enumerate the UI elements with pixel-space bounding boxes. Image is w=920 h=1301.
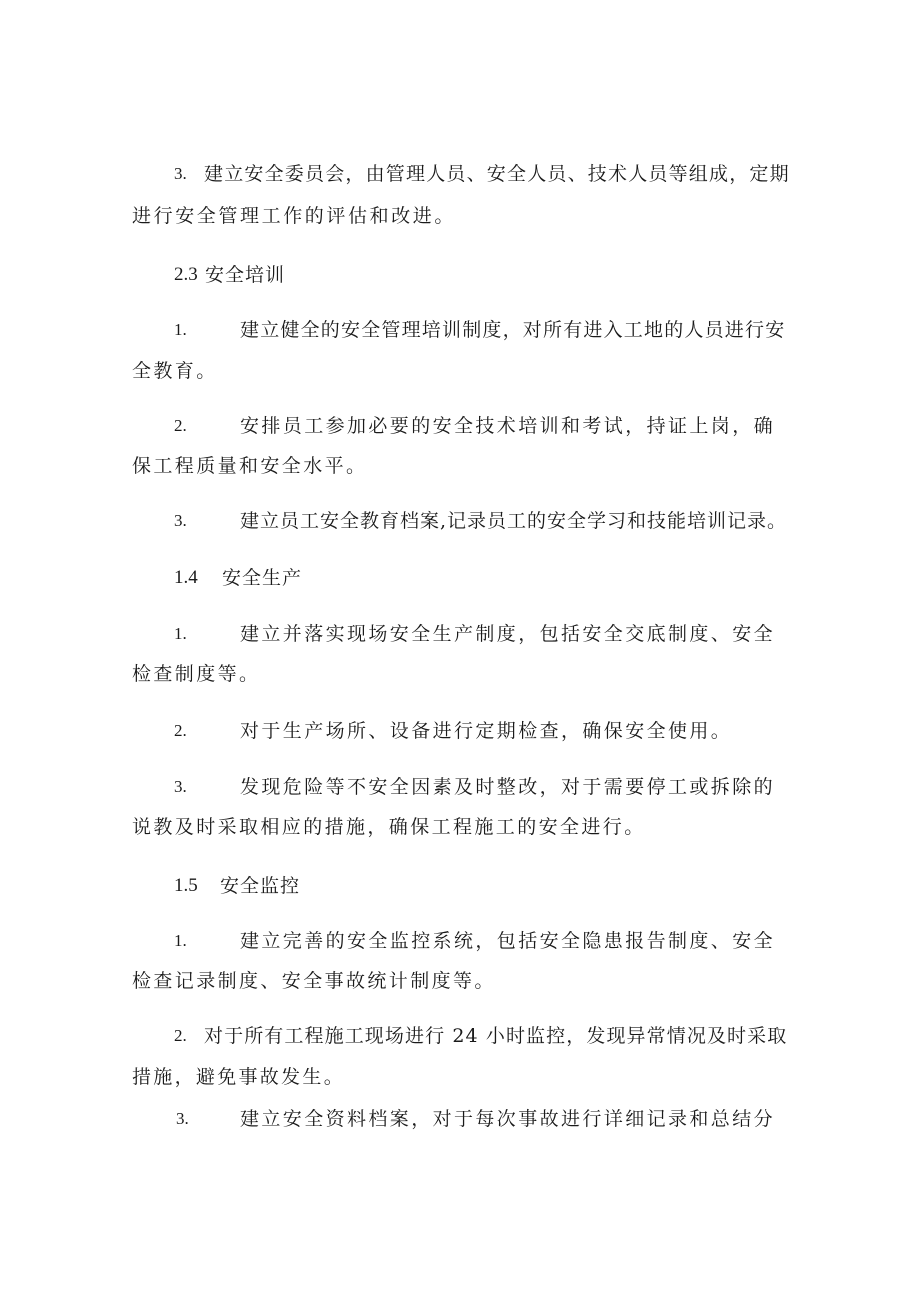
paragraph-text-continued: 保工程质量和安全水平。 [132, 455, 368, 477]
section-title: 安全监控 [220, 875, 301, 897]
paragraph-text: 发现危险等不安全因素及时整改，对于需要停工或拆除的 [240, 776, 776, 798]
list-number: 2. [174, 1026, 187, 1045]
paragraph-text-continued: 检查记录制度、安全事故统计制度等。 [132, 970, 496, 992]
list-number: 2. [174, 416, 187, 435]
section-title: 安全培训 [205, 264, 286, 286]
paragraph-text: 建立完善的安全监控系统，包括安全隐患报告制度、安全 [240, 930, 776, 952]
paragraph-text: 安排员工参加必要的安全技术培训和考试，持证上岗，确 [240, 415, 776, 437]
list-number: 3. [174, 511, 187, 530]
section-number: 1.5 [174, 875, 198, 896]
paragraph-text-continued: 说教及时采取相应的措施，确保工程施工的安全进行。 [132, 816, 646, 838]
list-number: 1. [174, 624, 187, 643]
paragraph-text-continued: 检查制度等。 [132, 663, 261, 685]
list-number: 1. [174, 320, 187, 339]
list-number: 3. [174, 164, 187, 183]
section-number: 2.3 [174, 264, 198, 285]
paragraph-text: 建立健全的安全管理培训制度，对所有进入工地的人员进行安 [240, 319, 786, 341]
paragraph-text-continued: 措施，避免事故发生。 [132, 1066, 346, 1088]
paragraph-text: 建立员工安全教育档案,记录员工的安全学习和技能培训记录。 [240, 510, 788, 532]
list-number: 3. [174, 777, 187, 796]
paragraph-text: 对于生产场所、设备进行定期检查，确保安全使用。 [240, 720, 733, 742]
list-number: 3. [176, 1109, 189, 1128]
section-number: 1.4 [174, 567, 198, 588]
paragraph-text: 建立安全资料档案，对于每次事故进行详细记录和总结分 [240, 1108, 776, 1130]
list-number: 1. [174, 931, 187, 950]
paragraph-text: 对于所有工程施工现场进行 24 小时监控，发现异常情况及时采取 [204, 1025, 788, 1047]
section-title: 安全生产 [222, 567, 303, 589]
paragraph-text-continued: 进行安全管理工作的评估和改进。 [132, 205, 457, 227]
paragraph-text: 建立安全委员会，由管理人员、安全人员、技术人员等组成，定期 [204, 163, 790, 185]
list-number: 2. [174, 721, 187, 740]
paragraph-text: 建立并落实现场安全生产制度，包括安全交底制度、安全 [240, 623, 776, 645]
paragraph-text-continued: 全教育。 [132, 360, 218, 382]
